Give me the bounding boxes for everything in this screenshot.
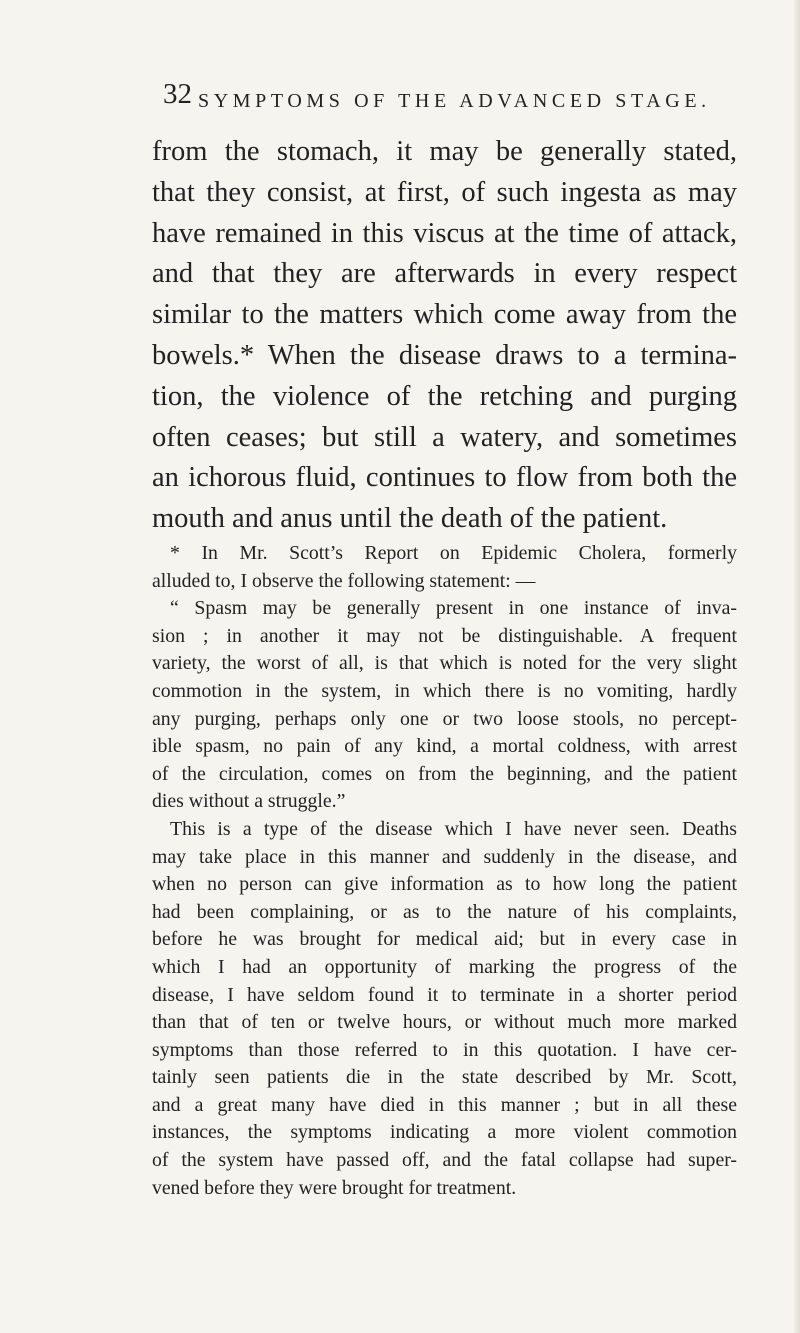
comment-line: instances, the symptoms indicating a more violent commotion — [152, 1121, 737, 1144]
footnote — [152, 540, 737, 1202]
comment-line: disease, I have seldom found it to terminate in a shorter period — [152, 983, 737, 1006]
page-number: 32 — [163, 78, 192, 110]
comment-line: symptoms than those referred to in this quotation. I have cer- — [152, 1038, 737, 1061]
comment-line: and a great many have died in this manner ; but in all these — [152, 1093, 737, 1116]
body-line: often ceases; but still a watery, and sometimes — [152, 421, 737, 453]
body-line: mouth and anus until the death of the patient. — [152, 503, 668, 535]
comment-line: vened before they were brought for treatment. — [152, 1176, 517, 1199]
body-line: tion, the violence of the retching and purging — [152, 380, 737, 412]
comment-line: may take place in this manner and suddenly in the disease, and — [152, 845, 737, 868]
comment-line: had been complaining, or as to the nature of his complaints, — [152, 900, 737, 923]
body-line: that they consist, at first, of such ingesta as may — [152, 176, 737, 208]
comment-line: when no person can give information as to how long the patient — [152, 873, 737, 896]
body-line: have remained in this viscus at the time of attack, — [152, 217, 737, 249]
comment-line: than that of ten or twelve hours, or without much more marked — [152, 1011, 737, 1034]
page-header — [163, 78, 800, 118]
quote-line: ible spasm, no pain of any kind, a mortal coldness, with arrest — [152, 735, 737, 758]
comment-line: before he was brought for medical aid; but in every case in — [152, 928, 737, 951]
quote-line: commotion in the system, in which there is no vomiting, hardly — [152, 679, 737, 702]
page-edge — [794, 0, 800, 1333]
footnote-line: alluded to, I observe the following statement: — — [152, 569, 536, 592]
quote-line: “ Spasm may be generally present in one instance of inva- — [170, 597, 737, 620]
body-line: from the stomach, it may be generally stated, — [152, 136, 737, 167]
comment-line: tainly seen patients die in the state described by Mr. Scott, — [152, 1066, 737, 1089]
quote-line: of the circulation, comes on from the beginning, and the patient — [152, 762, 737, 785]
quote-line: dies without a struggle.” — [152, 790, 346, 813]
body-paragraph — [152, 132, 737, 540]
quote-line: sion ; in another it may not be distinguishable. A frequent — [152, 624, 737, 647]
comment-line: This is a type of the disease which I have never seen. Deaths — [170, 817, 737, 840]
comment-line: of the system have passed off, and the fatal collapse had super- — [152, 1149, 737, 1172]
footnote-line: * In Mr. Scott’s Report on Epidemic Cholera, formerly — [170, 542, 737, 564]
body-line: an ichorous fluid, continues to flow from both the — [152, 462, 737, 494]
comment-line: which I had an opportunity of marking the progress of the — [152, 955, 737, 978]
body-line: and that they are afterwards in every respect — [152, 258, 737, 290]
quote-line: any purging, perhaps only one or two loose stools, no percept- — [152, 707, 737, 730]
running-head: SYMPTOMS OF THE ADVANCED STAGE. — [198, 90, 711, 112]
body-line: bowels.* When the disease draws to a termina- — [152, 339, 737, 371]
quote-line: variety, the worst of all, is that which is noted for the very slight — [152, 652, 737, 675]
body-line: similar to the matters which come away from the — [152, 299, 737, 331]
